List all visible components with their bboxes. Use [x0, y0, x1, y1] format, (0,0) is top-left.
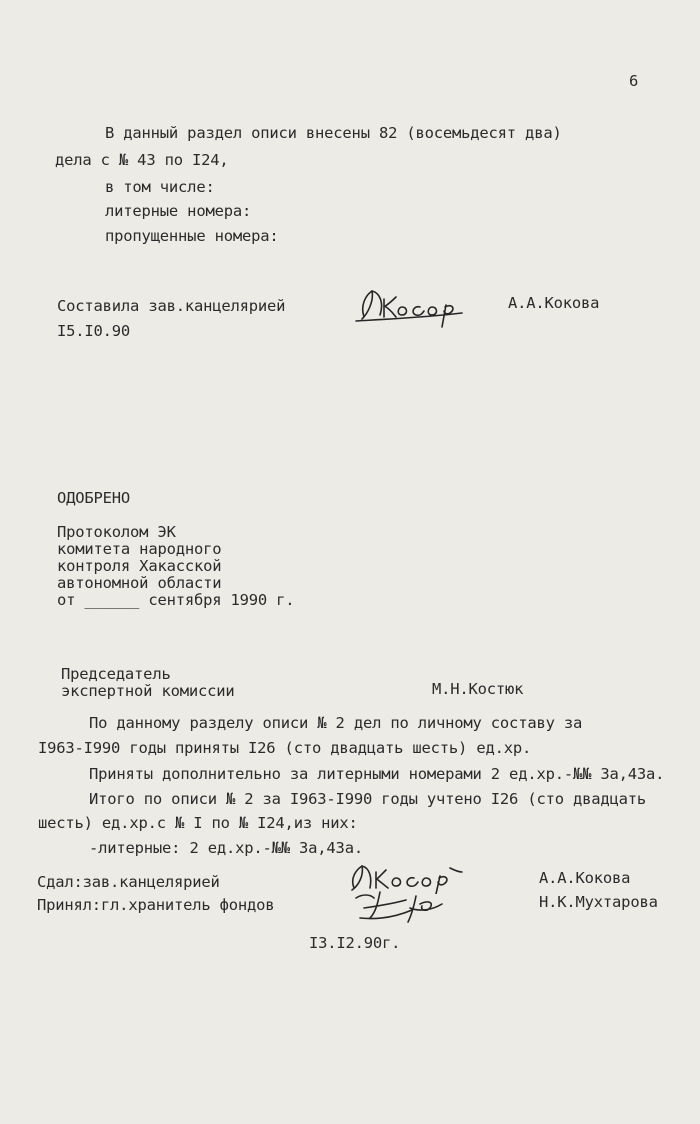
compiled-name: А.А.Кокова: [508, 294, 600, 312]
totals-line-3: Приняты дополнительно за литерными номерами 2 ед.хр.-№№ 3а,43а.: [89, 765, 665, 783]
chairman-name: М.Н.Костюк: [432, 680, 524, 698]
approval-line-2: комитета народного: [57, 540, 222, 558]
compiled-date: I5.I0.90: [57, 322, 131, 340]
approval-heading: ОДОБРЕНО: [57, 489, 131, 507]
totals-line-6: -литерные: 2 ед.хр.-№№ 3а,43а.: [89, 839, 363, 857]
approval-line-5: от ______ сентября 1990 г.: [57, 591, 295, 609]
approval-line-1: Протоколом ЭК: [57, 523, 176, 541]
approval-line-4: автономной области: [57, 574, 222, 592]
summary-line-3: в том числе:: [105, 178, 215, 196]
totals-line-4: Итого по описи № 2 за I963-I990 годы учтено I26 (сто двадцать: [89, 790, 647, 808]
compiled-role: Составила зав.канцелярией: [57, 297, 286, 315]
summary-line-2: дела с № 43 по I24,: [55, 151, 229, 169]
signature-kokova: [350, 283, 490, 329]
summary-line-1: В данный раздел описи внесены 82 (восемьдесят два): [105, 124, 562, 142]
handover-received-name: Н.К.Мухтарова: [539, 893, 658, 911]
handover-date: I3.I2.90г.: [309, 934, 401, 952]
page-number: 6: [629, 72, 639, 90]
signature-mukhtarova: [350, 886, 460, 926]
totals-line-1: По данному разделу описи № 2 дел по личному составу за: [89, 714, 583, 732]
summary-line-5: пропущенные номера:: [105, 227, 279, 245]
chairman-title-2: экспертной комиссии: [61, 682, 235, 700]
handover-gave-role: Сдал:зав.канцелярией: [37, 873, 220, 891]
handover-received-role: Принял:гл.хранитель фондов: [37, 896, 275, 914]
totals-line-2: I963-I990 годы приняты I26 (сто двадцать шесть) ед.хр.: [38, 739, 532, 757]
handover-gave-name: А.А.Кокова: [539, 869, 631, 887]
chairman-title: Председатель: [61, 665, 171, 683]
totals-line-5: шесть) ед.хр.с № I по № I24,из них:: [38, 814, 358, 832]
approval-line-3: контроля Хакасской: [57, 557, 222, 575]
summary-line-4: литерные номера:: [105, 202, 252, 220]
